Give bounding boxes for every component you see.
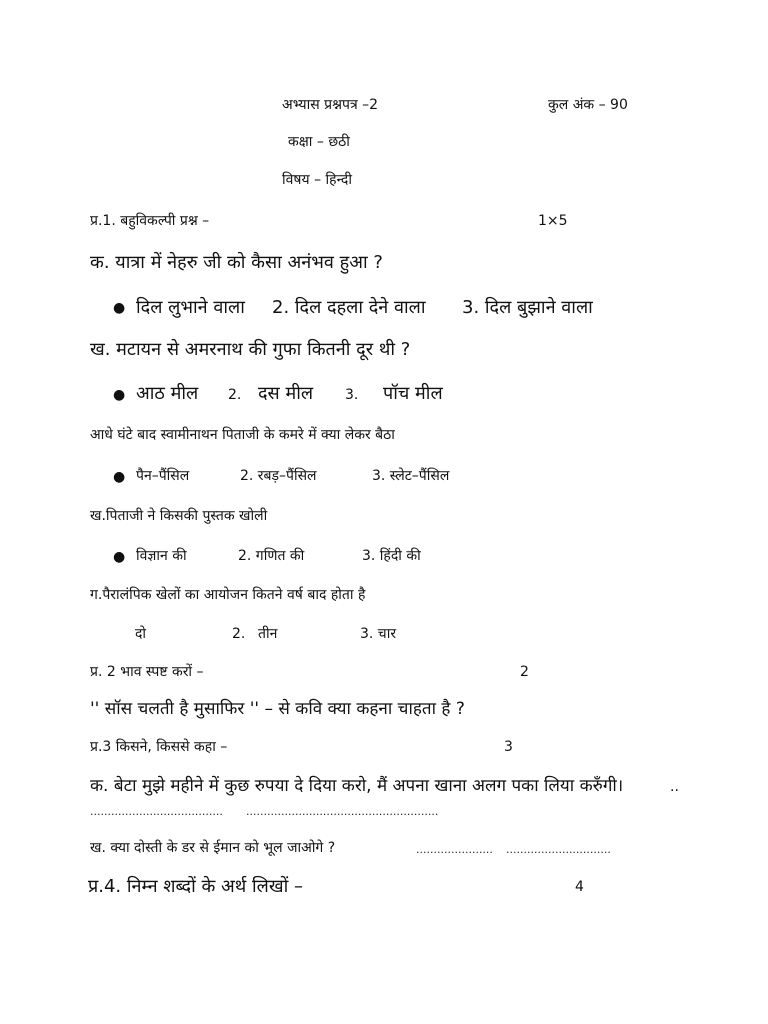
q1a-option-3: 3. दिल बुझाने वाला (462, 297, 593, 318)
q1-heading: प्र.1. बहुविकल्पी प्रश्न – (90, 213, 210, 229)
bullet-icon: ● (113, 549, 126, 565)
q1e-number-2: 2. (232, 626, 246, 642)
q1e-option-3: 3. चार (360, 626, 397, 642)
q1e-option-1: दो (135, 626, 147, 642)
q1c-option-2: 2. रबड़–पैंसिल (240, 468, 317, 484)
q1d-option-2: 2. गणित की (238, 548, 305, 564)
q3-line1-tail: .. (670, 779, 679, 795)
q3-heading: प्र.3 किसने, किससे कहा – (90, 739, 228, 755)
q1e-question: ग.पैरालंपिक खेलों का आयोजन कितने वर्ष बाद होता है (90, 587, 366, 603)
q2-heading: प्र. 2 भाव स्पष्ट करों – (90, 664, 204, 680)
answer-blank: .............................. (506, 843, 611, 856)
q1c-question: आधे घंटे बाद स्वामीनाथन पिताजी के कमरे में क्या लेकर बैठा (90, 427, 395, 443)
q1b-number-2: 2. (228, 387, 242, 403)
q1a-option-1: दिल लुभाने वाला (136, 297, 245, 318)
bullet-icon: ● (113, 469, 126, 485)
bullet-icon: ● (113, 300, 126, 316)
answer-blank: ...................... (416, 843, 493, 856)
q2-text: '' सॉस चलती है मुसाफिर '' – से कवि क्या कहना चाहता है ? (90, 699, 465, 719)
q1b-option-3: पॉच मील (383, 383, 443, 404)
q1b-option-2: दस मील (258, 383, 314, 404)
q1c-option-3: 3. स्लेट–पैंसिल (372, 468, 450, 484)
q1d-question: ख.पिताजी ने किसकी पुस्तक खोली (90, 508, 268, 524)
subject-label: विषय – हिन्दी (282, 172, 352, 188)
q2-marks: 2 (520, 664, 529, 680)
answer-blank: ....................................................... (246, 805, 439, 818)
q4-marks: 4 (575, 879, 584, 895)
q1-marks: 1×5 (538, 213, 568, 229)
q3-line2: ख. क्या दोस्ती के डर से ईमान को भूल जाओगे ? (90, 840, 336, 856)
q3-line1: क. बेटा मुझे महीने में कुछ रुपया दे दिया करो, मैं अपना खाना अलग पका लिया करुँगी। (90, 776, 624, 796)
q1e-option-2: तीन (258, 626, 278, 642)
q3-marks: 3 (504, 739, 513, 755)
q1d-option-1: विज्ञान की (136, 548, 187, 564)
q1a-question: क. यात्रा में नेहरु जी को कैसा अनंभव हुआ ? (90, 252, 383, 273)
total-marks: कुल अंक – 90 (548, 97, 628, 113)
bullet-icon: ● (113, 387, 126, 403)
q1b-number-3: 3. (345, 387, 359, 403)
class-label: कक्षा – छठी (288, 134, 350, 150)
paper-title: अभ्यास प्रश्नपत्र –2 (282, 97, 379, 113)
q1d-option-3: 3. हिंदी की (362, 548, 421, 564)
q1b-option-1: आठ मील (136, 383, 199, 404)
q4-heading: प्र.4. निम्न शब्दों के अर्थ लिखों – (88, 876, 303, 897)
answer-blank: ...................................... (90, 805, 223, 818)
q1a-option-2: 2. दिल दहला देने वाला (272, 297, 426, 318)
q1b-question: ख. मटायन से अमरनाथ की गुफा कितनी दूर थी ? (90, 339, 411, 360)
q1c-option-1: पैन–पैंसिल (136, 468, 190, 484)
